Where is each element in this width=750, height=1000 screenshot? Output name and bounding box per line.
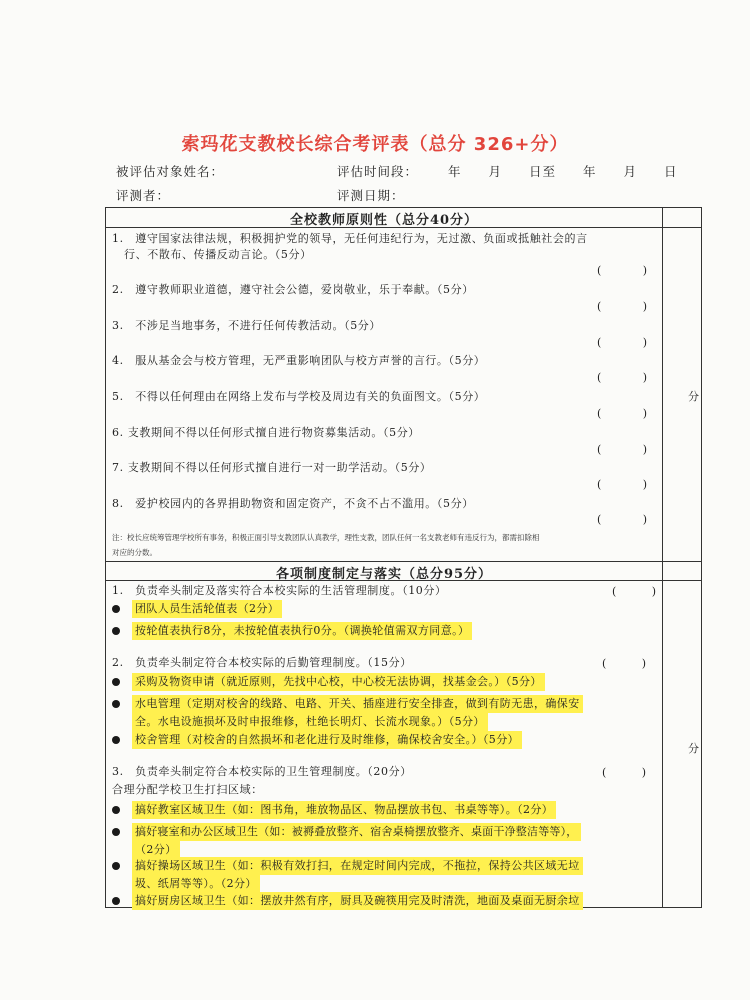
- highlighted-subitem: 搞好寝室和办公区域卫生（如：被褥叠放整齐、宿舍桌椅摆放整齐、桌面干净整洁等等），: [132, 823, 581, 841]
- section1-score-unit: 分: [688, 390, 699, 403]
- bullet: [112, 897, 120, 905]
- score-blank[interactable]: ( ): [597, 443, 647, 456]
- list-item: 2. 遵守教师职业道德，遵守社会公德，爱岗敬业，乐于奉献。（5分）: [112, 283, 474, 296]
- bullet: [112, 828, 120, 836]
- evaluator-label: 评测者：: [116, 188, 171, 203]
- highlighted-subitem-continued: （2分）: [132, 841, 180, 859]
- bullet: [112, 806, 120, 814]
- score-column-divider: [662, 208, 663, 907]
- section1-note: 注：校长应统筹管理学校所有事务，积极正面引导支教团队认真教学，理性支教，团队任何一名支教老师有违反行为，都需扣除相 对应的分数。: [112, 533, 540, 557]
- list-item: 6. 支教期间不得以任何形式擅自进行物资募集活动。（5分）: [112, 426, 420, 439]
- list-item: 4. 服从基金会与校方管理，无严重影响团队与校方声誉的言行。（5分）: [112, 354, 486, 367]
- highlighted-subitem: 水电管理（定期对校舍的线路、电路、开关、插座进行安全排查，做到有防无患，确保安: [132, 695, 583, 713]
- bullet: [112, 678, 120, 686]
- list-item: 3. 负责牵头制定符合本校实际的卫生管理制度。（20分）: [112, 765, 412, 778]
- divider: [106, 561, 701, 562]
- highlighted-subitem: 团队人员生活轮值表（2分）: [132, 600, 282, 618]
- highlighted-subitem: 采购及物资申请（就近原则，先找中心校，中心校无法协调，找基金会。）（5分）: [132, 673, 545, 691]
- bullet: [112, 862, 120, 870]
- score-blank[interactable]: ( ): [597, 407, 647, 420]
- score-blank[interactable]: ( ): [597, 371, 647, 384]
- list-item: 2. 负责牵头制定符合本校实际的后勤管理制度。（15分）: [112, 656, 412, 669]
- score-blank[interactable]: ( ): [597, 300, 647, 313]
- bullet: [112, 700, 120, 708]
- sub-heading: 合理分配学校卫生打扫区域：: [112, 783, 263, 796]
- period-label: 评估时间段：: [337, 164, 419, 179]
- period-date: 年 月 日至 年 月 日: [448, 164, 678, 179]
- section2-heading: 各项制度制定与落实（总分95分）: [275, 567, 493, 582]
- highlighted-subitem: 搞好厨房区域卫生（如：摆放井然有序，厨具及碗筷用完及时清洗，地面及桌面无厨余垃: [132, 892, 583, 910]
- score-blank[interactable]: ( ): [597, 264, 647, 277]
- evaluatee-label: 被评估对象姓名：: [116, 164, 225, 179]
- highlighted-subitem-continued: 圾、纸屑等等）。（2分）: [132, 875, 260, 893]
- section1-heading: 全校教师原则性（总分40分）: [289, 213, 479, 228]
- page-title: 索玛花支教校长综合考评表（总分 326+分）: [181, 134, 569, 155]
- highlighted-subitem-continued: 全。水电设施损坏及时申报维修，杜绝长明灯、长流水现象。）（5分）: [132, 713, 488, 731]
- score-blank[interactable]: ( ): [602, 657, 646, 670]
- score-blank[interactable]: ( ): [612, 585, 656, 598]
- score-blank[interactable]: ( ): [597, 478, 647, 491]
- highlighted-subitem: 校舍管理（对校舍的自然损坏和老化进行及时维修，确保校舍安全。）（5分）: [132, 731, 522, 749]
- list-item: 5. 不得以任何理由在网络上发布与学校及周边有关的负面图文。（5分）: [112, 390, 486, 403]
- list-item-continued: 行、不散布、传播反动言论。（5分）: [124, 248, 312, 261]
- section2-score-unit: 分: [688, 742, 699, 755]
- list-item: 3. 不涉足当地事务，不进行任何传教活动。（5分）: [112, 319, 381, 332]
- highlighted-subitem: 按轮值表执行8分，未按轮值表执行0分。（调换轮值需双方同意。）: [132, 622, 472, 640]
- eval-date-label: 评测日期：: [337, 188, 405, 203]
- list-item: 1. 遵守国家法律法规，积极拥护党的领导，无任何违纪行为，无过激、负面或抵触社会的言: [112, 232, 588, 245]
- highlighted-subitem: 搞好教室区域卫生（如：图书角，堆放物品区、物品摆放书包、书桌等等）。（2分）: [132, 801, 556, 819]
- score-blank[interactable]: ( ): [597, 336, 647, 349]
- score-blank[interactable]: ( ): [597, 513, 647, 526]
- list-item: 8. 爱护校园内的各界捐助物资和固定资产，不贪不占不滥用。（5分）: [112, 497, 474, 510]
- list-item: 7. 支教期间不得以任何形式擅自进行一对一助学活动。（5分）: [112, 461, 432, 474]
- bullet: [112, 627, 120, 635]
- bullet: [112, 605, 120, 613]
- score-blank[interactable]: ( ): [602, 766, 646, 779]
- highlighted-subitem: 搞好操场区域卫生（如：积极有效打扫，在规定时间内完成，不拖拉，保持公共区域无垃: [132, 857, 583, 875]
- bullet: [112, 736, 120, 744]
- list-item: 1. 负责牵头制定及落实符合本校实际的生活管理制度。（10分）: [112, 584, 447, 597]
